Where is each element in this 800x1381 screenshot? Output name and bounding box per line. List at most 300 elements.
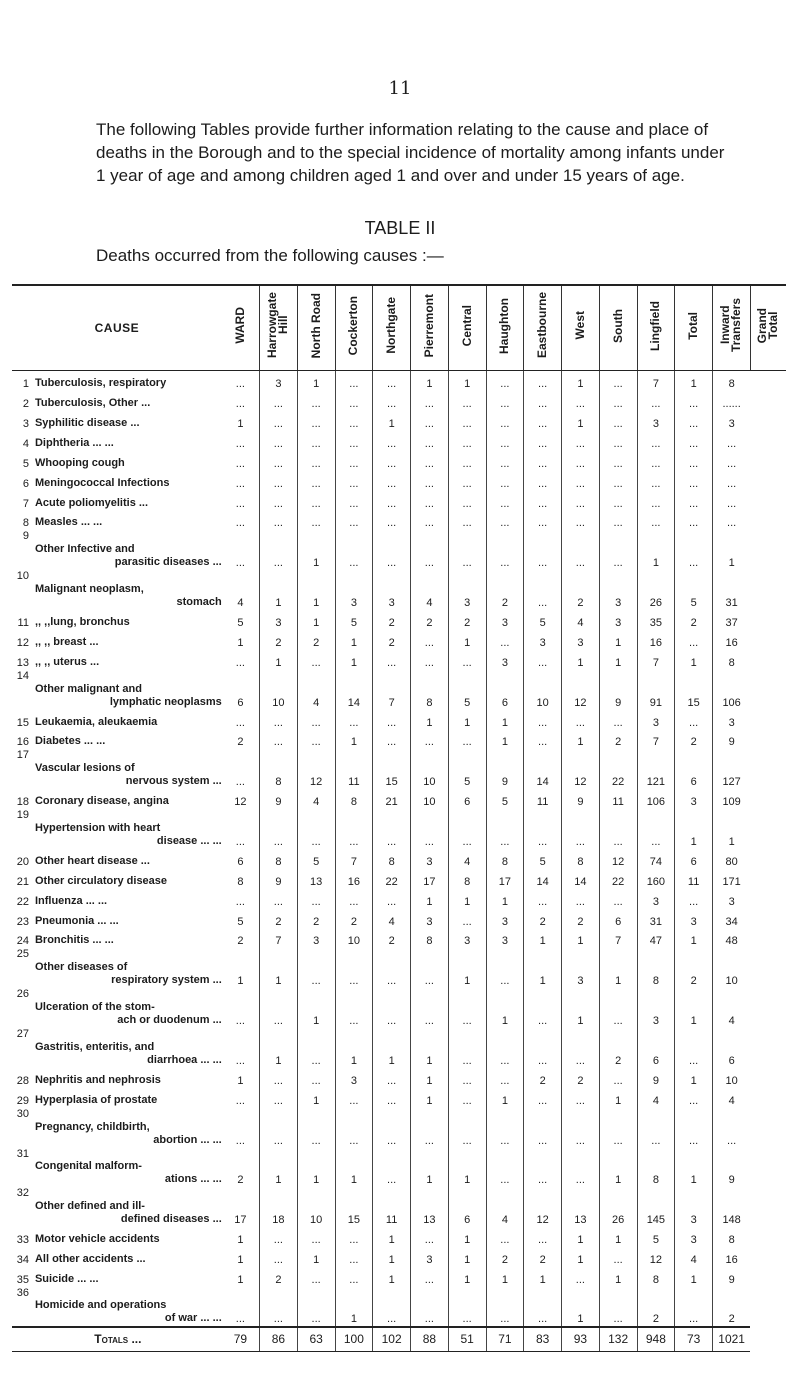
- cell-value: 5: [637, 1227, 675, 1247]
- cell-value: ...: [335, 451, 373, 471]
- cell-value: ...: [675, 710, 713, 730]
- cell-value: 2: [524, 1247, 562, 1267]
- cell-value: 1: [237, 1273, 244, 1286]
- cell-value: 127: [713, 749, 751, 789]
- row-number: 5: [22, 457, 29, 470]
- row-number: 24: [16, 935, 29, 948]
- cell-value: 13: [297, 869, 335, 889]
- cell-value: ...: [373, 511, 411, 531]
- cell-value: ...: [675, 471, 713, 491]
- cell-value: ...: [524, 491, 562, 511]
- cell-value: ...: [235, 835, 245, 848]
- cell-value: 3: [297, 929, 335, 949]
- cell-value: 9: [260, 869, 298, 889]
- cause-line: Other heart disease ...: [34, 854, 150, 867]
- cell-value: 12: [524, 1187, 562, 1227]
- cell-value: 1: [562, 411, 600, 431]
- cell-value: 3: [713, 889, 751, 909]
- table-row: [12, 530, 786, 570]
- row-number: 27: [16, 1028, 29, 1041]
- cell-value: ...: [599, 889, 637, 909]
- cell-value: 2: [260, 909, 298, 929]
- cell-value: 1: [637, 530, 675, 570]
- cell-value: 8: [486, 849, 524, 869]
- cell-value: 7: [637, 730, 675, 750]
- table-row: [12, 411, 786, 431]
- cell-value: ...: [637, 809, 675, 849]
- cell-value: ...: [486, 511, 524, 531]
- cell-value: 6: [448, 789, 486, 809]
- cell-value: 1: [486, 889, 524, 909]
- header-west: West: [562, 285, 600, 371]
- cell-value: 5: [237, 616, 244, 629]
- cell-value: 1: [335, 650, 373, 670]
- cell-value: ...: [448, 451, 486, 471]
- cell-value: ...: [675, 491, 713, 511]
- table-subtitle: Deaths occurred from the following causes :—: [96, 246, 444, 265]
- table-row: [12, 391, 786, 411]
- row-number: 17: [16, 749, 29, 762]
- cell-value: ...: [373, 889, 411, 909]
- header-northgate: Northgate: [373, 285, 411, 371]
- table-row: [12, 730, 786, 750]
- cause-line: Ulceration of the stom-: [34, 1001, 155, 1014]
- cell-value: 3: [637, 710, 675, 730]
- table-row: [12, 1108, 786, 1148]
- cell-value: 2: [599, 730, 637, 750]
- total-value: 102: [373, 1327, 411, 1352]
- cell-value: 1: [237, 636, 244, 649]
- table-row: [12, 610, 786, 630]
- cell-value: ...: [373, 809, 411, 849]
- table-row: [12, 1247, 786, 1267]
- cell-value: 1: [335, 630, 373, 650]
- cell-value: 1: [448, 630, 486, 650]
- cell-value: 6: [237, 696, 244, 709]
- cell-value: ...: [297, 889, 335, 909]
- cell-value: 1: [411, 1068, 449, 1088]
- cell-value: 1: [599, 1267, 637, 1287]
- cell-value: ...: [486, 948, 524, 988]
- cell-value: 9: [260, 789, 298, 809]
- cause-name: [33, 1148, 222, 1188]
- row-number: 29: [16, 1094, 29, 1107]
- cell-value: ...: [486, 1028, 524, 1068]
- cell-value: ...: [599, 988, 637, 1028]
- cell-value: 1: [486, 1088, 524, 1108]
- cell-value: 3: [675, 1187, 713, 1227]
- cell-value: 1: [599, 948, 637, 988]
- cause-line: Measles ... ...: [34, 516, 103, 529]
- cell-value: ...: [562, 1148, 600, 1188]
- cell-value: ...: [637, 431, 675, 451]
- row-number: 3: [22, 417, 29, 430]
- cell-value: ...: [562, 889, 600, 909]
- cell-value: ...: [235, 1094, 245, 1107]
- cell-value: ...: [524, 530, 562, 570]
- cell-value: ...: [599, 710, 637, 730]
- table-row: [12, 471, 786, 491]
- cell-value: 1: [411, 1088, 449, 1108]
- cause-name: [33, 451, 222, 471]
- cell-value: 1: [373, 1227, 411, 1247]
- cell-value: ...: [524, 1088, 562, 1108]
- cell-value: 1: [260, 650, 298, 670]
- cause-name: [33, 630, 222, 650]
- cell-value: 15: [675, 670, 713, 710]
- cause-line: ,, ,, breast ...: [34, 635, 99, 648]
- cell-value: 1: [373, 411, 411, 431]
- row-number: 2: [22, 398, 29, 411]
- cell-value: 8: [637, 1148, 675, 1188]
- cell-value: 4: [448, 849, 486, 869]
- row-number: 33: [16, 1234, 29, 1247]
- cell-value: ...: [562, 530, 600, 570]
- cause-name: [33, 1088, 222, 1108]
- cell-value: ...: [373, 1088, 411, 1108]
- row-number: 25: [16, 948, 29, 961]
- cell-value: 1: [675, 809, 713, 849]
- header-haughton: Haughton: [486, 285, 524, 371]
- cell-value: 2: [448, 610, 486, 630]
- cause-line: lymphatic neoplasms: [109, 695, 222, 708]
- cause-line: Congenital malform-: [34, 1160, 142, 1173]
- cell-value: 15: [373, 749, 411, 789]
- table-row: [12, 670, 786, 710]
- cell-value: ...: [335, 530, 373, 570]
- cell-value: 12: [599, 849, 637, 869]
- cell-value: ...: [713, 451, 751, 471]
- cell-value: ...: [373, 491, 411, 511]
- cell-value: 2: [524, 1068, 562, 1088]
- cell-value: 1: [297, 570, 335, 610]
- header-pierremont: Pierremont: [411, 285, 449, 371]
- total-value: 1021: [713, 1327, 751, 1352]
- cell-value: ...: [599, 511, 637, 531]
- cell-value: ...: [411, 471, 449, 491]
- cell-value: 3: [713, 710, 751, 730]
- total-value: 83: [524, 1327, 562, 1352]
- row-number: 35: [16, 1273, 29, 1286]
- cell-value: 5: [335, 610, 373, 630]
- cell-value: ...: [675, 1088, 713, 1108]
- cell-value: ...: [599, 809, 637, 849]
- cell-value: ...: [599, 371, 637, 392]
- cause-line: Other circulatory disease: [34, 874, 168, 887]
- table-row: [12, 1287, 786, 1327]
- cause-line: disease ... ...: [156, 834, 222, 847]
- cause-name: [33, 1068, 222, 1088]
- total-value: 93: [562, 1327, 600, 1352]
- cell-value: 3: [675, 789, 713, 809]
- cell-value: 3: [524, 630, 562, 650]
- cause-name: [33, 889, 222, 909]
- cause-line: Vascular lesions of: [34, 762, 135, 775]
- cause-name: [33, 749, 222, 789]
- cause-line: Diphtheria ... ...: [34, 436, 114, 449]
- header-cockerton: Cockerton: [335, 285, 373, 371]
- cause-line: Diabetes ... ...: [34, 735, 106, 748]
- cell-value: ...: [599, 411, 637, 431]
- cell-value: ...: [675, 511, 713, 531]
- cause-line: defined diseases ...: [120, 1213, 222, 1226]
- cell-value: 16: [713, 630, 751, 650]
- cause-name: [33, 391, 222, 411]
- cell-value: ...: [411, 1267, 449, 1287]
- total-value: 948: [637, 1327, 675, 1352]
- cell-value: ...: [411, 491, 449, 511]
- row-number: 8: [22, 517, 29, 530]
- cell-value: ...: [486, 809, 524, 849]
- cell-value: ...: [260, 471, 298, 491]
- cell-value: ...: [260, 1108, 298, 1148]
- cell-value: ...: [637, 491, 675, 511]
- cell-value: ...: [713, 471, 751, 491]
- cell-value: 2: [335, 909, 373, 929]
- cell-value: ...: [448, 391, 486, 411]
- cell-value: ...: [235, 656, 245, 669]
- cause-name: [33, 530, 222, 570]
- cell-value: 1: [599, 630, 637, 650]
- cell-value: 1: [237, 1234, 244, 1247]
- row-number: 18: [16, 796, 29, 809]
- cause-line: abortion ... ...: [153, 1133, 222, 1146]
- cell-value: 145: [637, 1187, 675, 1227]
- table-row: [12, 491, 786, 511]
- cell-value: ...: [562, 1088, 600, 1108]
- cell-value: ...: [675, 1287, 713, 1327]
- cause-name: [33, 789, 222, 809]
- cell-value: 4: [297, 670, 335, 710]
- cell-value: 3: [486, 909, 524, 929]
- cause-line: All other accidents ...: [34, 1252, 146, 1265]
- cell-value: 8: [411, 929, 449, 949]
- cell-value: 9: [713, 730, 751, 750]
- cell-value: ...: [524, 889, 562, 909]
- cell-value: ...: [335, 511, 373, 531]
- cell-value: 6: [675, 749, 713, 789]
- cell-value: ......: [713, 391, 751, 411]
- cell-value: ...: [235, 895, 245, 908]
- cell-value: ...: [297, 471, 335, 491]
- cell-value: 18: [260, 1187, 298, 1227]
- cell-value: 3: [486, 929, 524, 949]
- cell-value: 10: [713, 1068, 751, 1088]
- cause-line: Coronary disease, angina: [34, 795, 169, 808]
- cell-value: 109: [713, 789, 751, 809]
- cell-value: 3: [599, 570, 637, 610]
- cell-value: ...: [448, 1287, 486, 1327]
- cell-value: ...: [713, 491, 751, 511]
- cell-value: 2: [486, 570, 524, 610]
- cell-value: 2: [524, 909, 562, 929]
- cell-value: ...: [373, 710, 411, 730]
- cell-value: ...: [486, 630, 524, 650]
- cell-value: 4: [713, 988, 751, 1028]
- cell-value: 22: [599, 749, 637, 789]
- cell-value: ...: [599, 391, 637, 411]
- cell-value: ...: [675, 1028, 713, 1068]
- table-row: [12, 371, 786, 392]
- cell-value: 1: [411, 371, 449, 392]
- cell-value: ...: [335, 491, 373, 511]
- table-row: [12, 1148, 786, 1188]
- cause-name: [33, 849, 222, 869]
- cause-name: [33, 1247, 222, 1267]
- total-value: 79: [222, 1327, 260, 1352]
- cell-value: ...: [486, 451, 524, 471]
- cell-value: ...: [335, 889, 373, 909]
- cell-value: 4: [237, 597, 244, 610]
- cell-value: 16: [637, 630, 675, 650]
- cell-value: ...: [411, 530, 449, 570]
- cell-value: ...: [260, 1247, 298, 1267]
- cell-value: ...: [411, 411, 449, 431]
- cell-value: ...: [599, 471, 637, 491]
- table-row: [12, 1227, 786, 1247]
- cell-value: 3: [713, 411, 751, 431]
- cause-line: Hyperplasia of prostate: [34, 1093, 158, 1106]
- cell-value: ...: [260, 530, 298, 570]
- cell-value: ...: [235, 497, 245, 510]
- cell-value: 1: [448, 1247, 486, 1267]
- cell-value: ...: [448, 909, 486, 929]
- cell-value: ...: [675, 431, 713, 451]
- cell-value: 3: [486, 650, 524, 670]
- cause-name: [33, 491, 222, 511]
- cell-value: ...: [675, 391, 713, 411]
- cell-value: 3: [637, 988, 675, 1028]
- cell-value: 26: [599, 1187, 637, 1227]
- cause-name: [33, 650, 222, 670]
- header-lingfield: Lingfield: [637, 285, 675, 371]
- cause-name: [33, 1227, 222, 1247]
- cell-value: 1: [562, 1247, 600, 1267]
- cell-value: ...: [297, 730, 335, 750]
- cell-value: ...: [524, 471, 562, 491]
- cause-name: [33, 371, 222, 392]
- cell-value: 3: [562, 948, 600, 988]
- cell-value: 1: [524, 1267, 562, 1287]
- cause-line: ,, ,, uterus ...: [34, 655, 100, 668]
- cell-value: ...: [599, 431, 637, 451]
- cell-value: 1: [562, 730, 600, 750]
- cell-value: 2: [297, 630, 335, 650]
- cause-name: [33, 730, 222, 750]
- row-number: 14: [16, 669, 29, 682]
- cell-value: 8: [373, 849, 411, 869]
- cell-value: ...: [335, 471, 373, 491]
- cell-value: ...: [335, 411, 373, 431]
- cell-value: ...: [562, 451, 600, 471]
- cell-value: 1: [297, 1088, 335, 1108]
- cause-line: Malignant neoplasm,: [34, 583, 144, 596]
- cell-value: ...: [235, 776, 245, 789]
- cause-line: diarrhoea ... ...: [147, 1053, 222, 1066]
- cell-value: ...: [335, 809, 373, 849]
- cell-value: ...: [675, 451, 713, 471]
- cell-value: ...: [335, 948, 373, 988]
- cell-value: ...: [448, 650, 486, 670]
- cell-value: ...: [524, 1287, 562, 1327]
- cell-value: 5: [448, 670, 486, 710]
- row-number: 20: [16, 855, 29, 868]
- cause-name: [33, 1108, 222, 1148]
- cell-value: ...: [411, 511, 449, 531]
- cell-value: 31: [637, 909, 675, 929]
- cell-value: 1: [486, 1267, 524, 1287]
- cell-value: ...: [486, 411, 524, 431]
- cell-value: 2: [599, 1028, 637, 1068]
- cell-value: 1: [675, 988, 713, 1028]
- cell-value: 8: [411, 670, 449, 710]
- row-number: 6: [22, 477, 29, 490]
- row-number: 10: [16, 570, 29, 583]
- cell-value: 10: [713, 948, 751, 988]
- cell-value: 1: [297, 1148, 335, 1188]
- cell-value: 3: [411, 1247, 449, 1267]
- cause-name: [33, 1187, 222, 1227]
- cell-value: ...: [260, 1088, 298, 1108]
- cell-value: 10: [260, 670, 298, 710]
- cell-value: ...: [335, 431, 373, 451]
- cell-value: 1: [486, 730, 524, 750]
- total-value: 51: [448, 1327, 486, 1352]
- cell-value: ...: [235, 716, 245, 729]
- cell-value: ...: [260, 710, 298, 730]
- cell-value: 2: [713, 1287, 751, 1327]
- cell-value: ...: [562, 431, 600, 451]
- totals-label: Totals ...: [12, 1327, 222, 1352]
- cause-name: [33, 411, 222, 431]
- cell-value: ...: [297, 1108, 335, 1148]
- cell-value: ...: [235, 378, 245, 391]
- cell-value: ...: [373, 948, 411, 988]
- cell-value: 1: [411, 1148, 449, 1188]
- cell-value: ...: [713, 1108, 751, 1148]
- row-number: 1: [22, 378, 29, 391]
- cell-value: ...: [260, 1227, 298, 1247]
- cell-value: ...: [260, 511, 298, 531]
- table-row: [12, 1267, 786, 1287]
- table-row: [12, 1088, 786, 1108]
- cell-value: ...: [599, 1287, 637, 1327]
- cell-value: 13: [562, 1187, 600, 1227]
- cell-value: ...: [373, 530, 411, 570]
- cause-name: [33, 869, 222, 889]
- cause-line: Influenza ... ...: [34, 894, 108, 907]
- cell-value: ...: [675, 630, 713, 650]
- total-value: 100: [335, 1327, 373, 1352]
- cell-value: 14: [524, 749, 562, 789]
- cell-value: 2: [260, 1267, 298, 1287]
- row-number: 21: [16, 875, 29, 888]
- cell-value: 8: [713, 1227, 751, 1247]
- table-row: [12, 909, 786, 929]
- cell-value: 2: [260, 630, 298, 650]
- cell-value: 3: [448, 570, 486, 610]
- cell-value: 1: [297, 1247, 335, 1267]
- cell-value: 1: [675, 1148, 713, 1188]
- cell-value: 13: [411, 1187, 449, 1227]
- cell-value: ...: [562, 809, 600, 849]
- cell-value: 1: [448, 1267, 486, 1287]
- cell-value: 8: [562, 849, 600, 869]
- cell-value: 12: [562, 749, 600, 789]
- cell-value: 1: [335, 730, 373, 750]
- cell-value: ...: [411, 1108, 449, 1148]
- cell-value: ...: [235, 1015, 245, 1028]
